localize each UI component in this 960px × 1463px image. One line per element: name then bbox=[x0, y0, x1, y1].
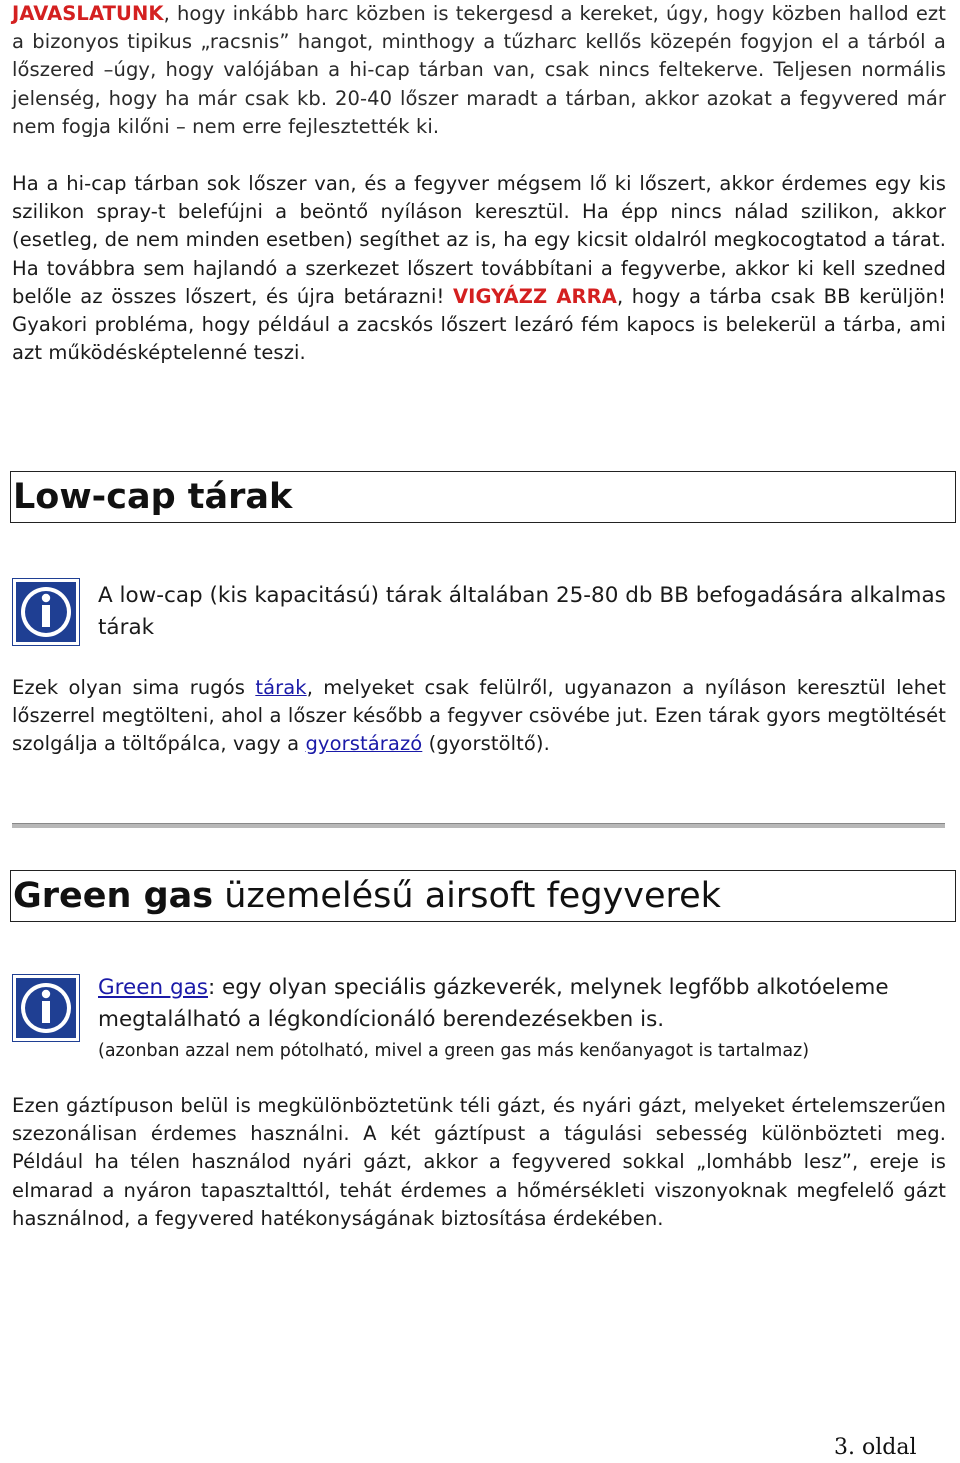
info-icon bbox=[12, 974, 80, 1042]
info-icon bbox=[12, 578, 80, 646]
warning-label: VIGYÁZZ ARRA bbox=[452, 284, 617, 308]
section-heading-green-gas bbox=[10, 870, 956, 922]
warning-paragraph bbox=[12, 170, 946, 367]
link-green-gas[interactable]: Green gas bbox=[98, 975, 208, 1000]
heading-green-gas-bold: Green gas bbox=[13, 876, 214, 916]
low-cap-info-text: A low-cap (kis kapacitású) tárak általában 25-80 db BB befogadására alkalmas tárak bbox=[98, 583, 946, 640]
low-cap-body-a: Ezek olyan sima rugós bbox=[12, 676, 256, 699]
section-divider bbox=[12, 823, 945, 828]
low-cap-body-c: (gyorstöltő). bbox=[422, 732, 550, 756]
tip-text: , hogy inkább harc közben is tekergesd a kereket, úgy, hogy közben hallod ezt a bizonyos tipikus „racsnis” hangot, minthogy a tűzharc kellős közepén fogyjon el a tárból a lőszered –úgy, hogy valójában a hi-cap tárban van, csak nincs feltekerve. Teljesen normális jelenség, hogy ha már csak kb. 20-40 lőszer maradt a tárban, akkor azokat a fegyvered már nem fogja kilőni – nem erre fejlesztették ki. bbox=[12, 2, 946, 138]
warning-text-b: , hogy a tárba csak BB kerüljön! Gyakori probléma, hogy például a zacskós lőszert lezáró fém kapocs is belekerül a tárba, ami azt működésképtelenné teszi. bbox=[12, 284, 946, 365]
heading-green-gas-rest: üzemelésű airsoft fegyverek bbox=[213, 876, 721, 916]
page-number: 3. oldal bbox=[834, 1435, 917, 1460]
heading-low-cap-title: Low-cap tárak bbox=[13, 477, 293, 517]
low-cap-body bbox=[12, 674, 946, 759]
tip-label: JAVASLATUNK bbox=[12, 2, 164, 25]
warning-text-a: Ha a hi-cap tárban sok lőszer van, és a fegyver mégsem lő ki lőszert, akkor érdemes egy kis szilikon spray-t belefújni a beöntő nyíláson keresztül. Ha épp nincs nálad szilikon, akkor (esetleg, de nem minden esetben) segíthet az is, ha egy kicsit oldalról megkocogtatod a tárat. Ha továbbra sem hajlandó a szerkezet lőszert továbbítani a fegyverbe, akkor ki kell szedned belőle az összes lőszert, és újra betárazni! bbox=[12, 172, 946, 308]
section-heading-low-cap bbox=[10, 471, 956, 523]
link-tarak[interactable]: tárak bbox=[255, 676, 307, 699]
green-gas-body: Ezen gáztípuson belül is megkülönböztetünk téli gázt, és nyári gázt, melyeket értelemszerűen szezonálisan érdemes használni. A két gáztípust a tágulási sebesség különbözteti meg. Például ha télen használod nyári gázt, akkor a fegyvered sokkal „lomhább lesz”, ereje is elmarad a nyáron tapasztalttól, tehát érdemes a hőmérsékleti viszonyoknak megfelelő gázt használnod, a fegyvered hatékonyságának biztosítása érdekében. bbox=[12, 1094, 946, 1230]
green-gas-note: (azonban azzal nem pótolható, mivel a green gas más kenőanyagot is tartalmaz) bbox=[98, 1041, 810, 1061]
green-gas-info-text: : egy olyan speciális gázkeverék, melynek legfőbb alkotóeleme megtalálható a légkondícionáló berendezésekben is. bbox=[98, 975, 889, 1032]
green-gas-info bbox=[98, 972, 948, 1036]
link-gyorstarazo[interactable]: gyorstárazó bbox=[305, 732, 423, 756]
tip-paragraph bbox=[12, 0, 946, 141]
low-cap-body-b: , melyeket csak felülről, ugyanazon a nyíláson keresztül lehet lőszerrel megtölteni, ahol a lőszer később a fegyver csövébe jut. Ezen tárak gyors megtöltését szolgálja a töltőpálca, vagy a bbox=[12, 676, 946, 756]
